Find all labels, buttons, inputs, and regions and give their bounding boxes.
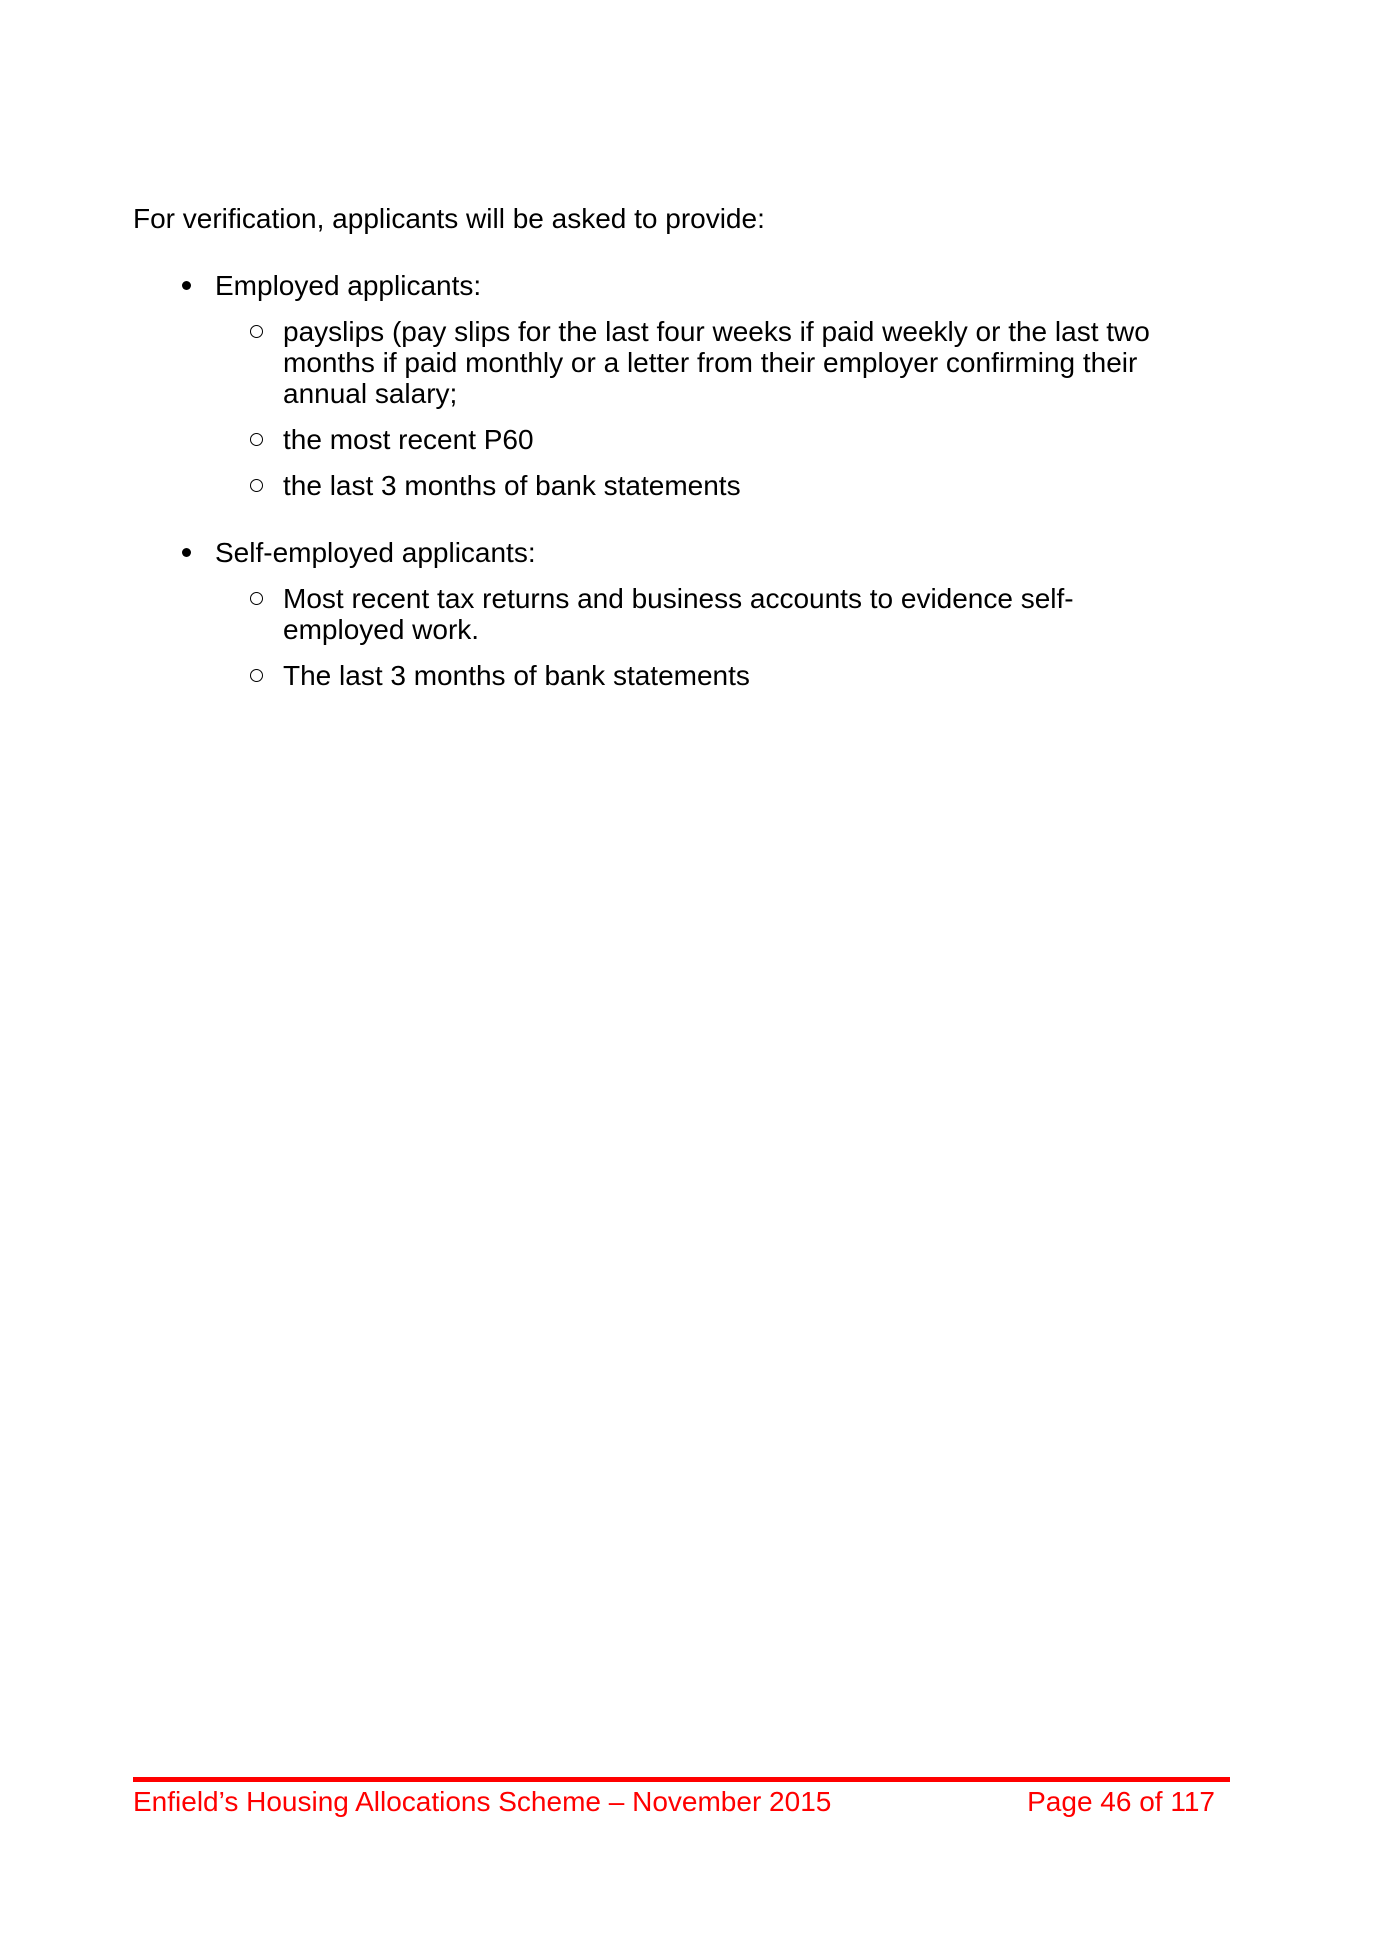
sub-list-item bbox=[133, 660, 1243, 691]
sub-list bbox=[133, 316, 1243, 501]
bullet-icon bbox=[182, 281, 191, 290]
circle-bullet-icon bbox=[250, 325, 263, 338]
footer-page-number: Page 46 of 117 bbox=[1027, 1786, 1215, 1817]
circle-bullet-icon bbox=[250, 669, 263, 682]
sub-list-item-text: the most recent P60 bbox=[283, 424, 534, 455]
footer-document-title: Enfield’s Housing Allocations Scheme – November 2015 bbox=[133, 1786, 832, 1817]
sub-list-item-text: The last 3 months of bank statements bbox=[283, 660, 750, 691]
circle-bullet-icon bbox=[250, 433, 263, 446]
page-footer bbox=[133, 1786, 1215, 1817]
page-content bbox=[133, 0, 1243, 691]
intro-text: For verification, applicants will be asked to provide: bbox=[133, 203, 765, 234]
sub-list-item bbox=[133, 316, 1243, 409]
list-item-head bbox=[133, 270, 1243, 301]
sub-list-item-text: payslips (pay slips for the last four weeks if paid weekly or the last two months if paid monthly or a letter from their employer confirming their annual salary; bbox=[283, 316, 1150, 409]
sub-list-item bbox=[133, 583, 1243, 645]
list-item-label: Employed applicants: bbox=[215, 270, 482, 301]
list-item-employed bbox=[133, 270, 1243, 501]
circle-bullet-icon bbox=[250, 479, 263, 492]
sub-list-item-text: the last 3 months of bank statements bbox=[283, 470, 741, 501]
circle-bullet-icon bbox=[250, 592, 263, 605]
sub-list-item-text: Most recent tax returns and business accounts to evidence self-employed work. bbox=[283, 583, 1074, 645]
sub-list bbox=[133, 583, 1243, 691]
bullet-icon bbox=[182, 548, 191, 557]
footer-rule bbox=[133, 1777, 1230, 1782]
list-item-self-employed bbox=[133, 537, 1243, 691]
list-item-label: Self-employed applicants: bbox=[215, 537, 536, 568]
sub-list-item bbox=[133, 470, 1243, 501]
sub-list-item bbox=[133, 424, 1243, 455]
list-item-head bbox=[133, 537, 1243, 568]
